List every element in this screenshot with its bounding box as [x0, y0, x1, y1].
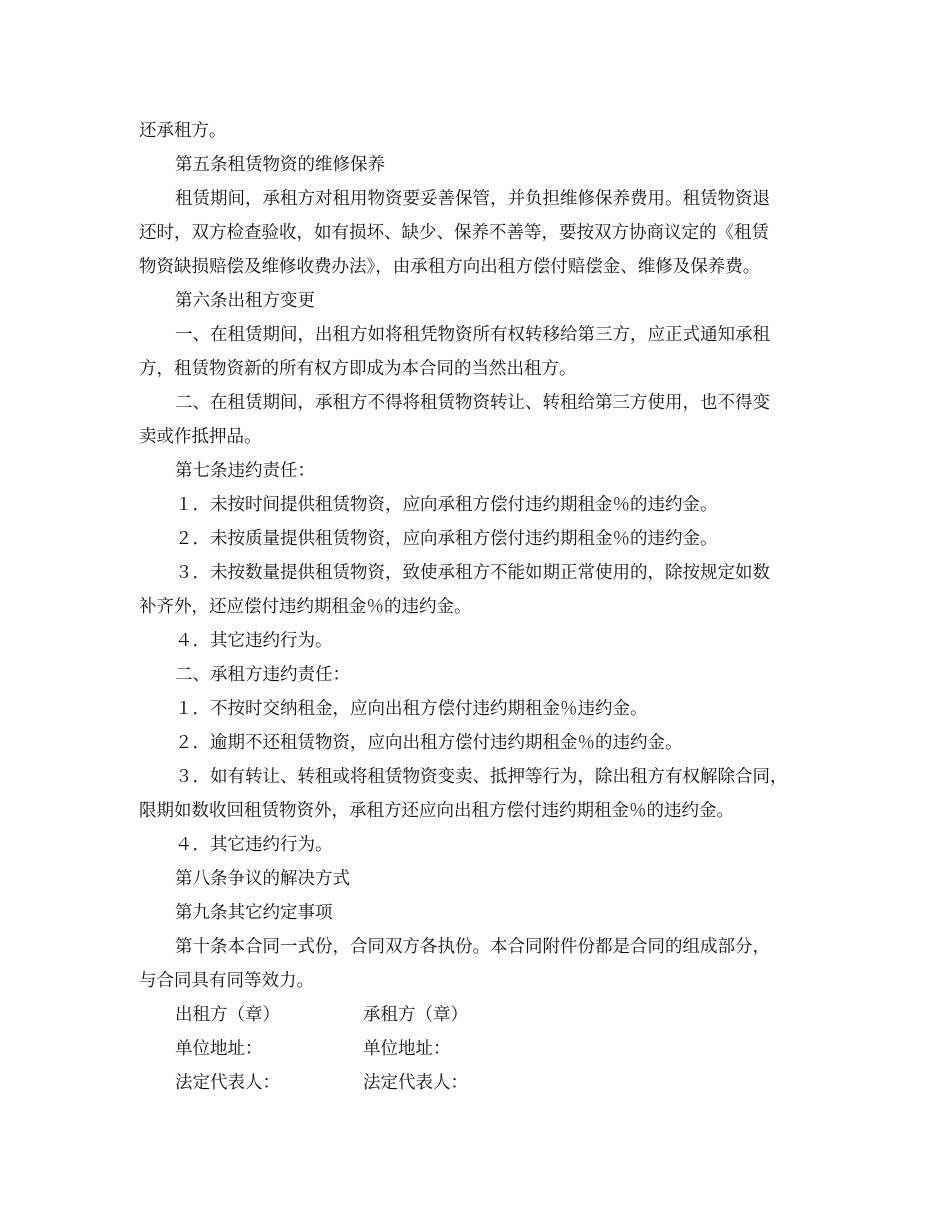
- text-line: 还时，双方检查验收，如有损坏、缺少、保养不善等，要按双方协商议定的《租赁: [139, 223, 769, 243]
- section-heading-article-6: 第六条出租方变更: [175, 291, 315, 311]
- list-item: １．未按时间提供租赁物资，应向承租方偿付违约期租金％的违约金。: [175, 495, 718, 515]
- text-line: 还承租方。: [139, 121, 227, 141]
- list-item: ３．未按数量提供租赁物资，致使承租方不能如期正常使用的，除按规定如数: [175, 563, 770, 583]
- list-item: １．不按时交纳租金，应向出租方偿付违约期租金％违约金。: [175, 699, 648, 719]
- section-heading-article-9: 第九条其它约定事项: [175, 903, 333, 923]
- subsection-heading: 二、承租方违约责任：: [175, 665, 350, 685]
- signature-row: [139, 1066, 829, 1100]
- list-item: ２．未按质量提供租赁物资，应向承租方偿付违约期租金％的违约金。: [175, 529, 718, 549]
- section-heading-article-5: 第五条租赁物资的维修保养: [175, 155, 385, 175]
- text-line: 二、在租赁期间，承租方不得将租赁物资转让、转租给第三方使用，也不得变: [175, 393, 770, 413]
- text-line: 限期如数收回租赁物资外，承租方还应向出租方偿付违约期租金％的违约金。: [139, 801, 734, 821]
- contract-body: [139, 114, 829, 1100]
- text-line: 租赁期间，承租方对租用物资要妥善保管，并负担维修保养费用。租赁物资退: [175, 189, 770, 209]
- text-line: 物资缺损赔偿及维修收费办法》，由承租方向出租方偿付赔偿金、维修及保养费。: [139, 257, 761, 277]
- lessee-address-label: 单位地址：: [363, 1039, 451, 1059]
- text-line: 一、在租赁期间，出租方如将租凭物资所有权转移给第三方，应正式通知承租: [175, 325, 770, 345]
- signature-row: [139, 1032, 829, 1066]
- section-heading-article-7: 第七条违约责任：: [175, 461, 315, 481]
- text-line: 方，租赁物资新的所有权方即成为本合同的当然出租方。: [139, 359, 577, 379]
- lessee-seal-label: 承租方（章）: [363, 1005, 468, 1025]
- list-item: ４．其它违约行为。: [175, 835, 333, 855]
- lessor-address-label: 单位地址：: [175, 1039, 263, 1059]
- list-item: ３．如有转让、转租或将租赁物资变卖、抵押等行为，除出租方有权解除合同，: [175, 767, 788, 787]
- text-line: 卖或作抵押品。: [139, 427, 262, 447]
- signature-row: [139, 998, 829, 1032]
- section-heading-article-8: 第八条争议的解决方式: [175, 869, 350, 889]
- lessee-representative-label: 法定代表人：: [363, 1073, 468, 1093]
- list-item: ４．其它违约行为。: [175, 631, 333, 651]
- list-item: ２．逾期不还租赁物资，应向出租方偿付违约期租金％的违约金。: [175, 733, 683, 753]
- signature-block: [139, 998, 829, 1100]
- text-line: 补齐外，还应偿付违约期租金％的违约金。: [139, 597, 472, 617]
- section-heading-article-10: 第十条本合同一式份，合同双方各执份。本合同附件份都是合同的组成部分，: [175, 937, 770, 957]
- lessor-representative-label: 法定代表人：: [175, 1073, 280, 1093]
- lessor-seal-label: 出租方（章）: [175, 1005, 280, 1025]
- text-line: 与合同具有同等效力。: [139, 971, 314, 991]
